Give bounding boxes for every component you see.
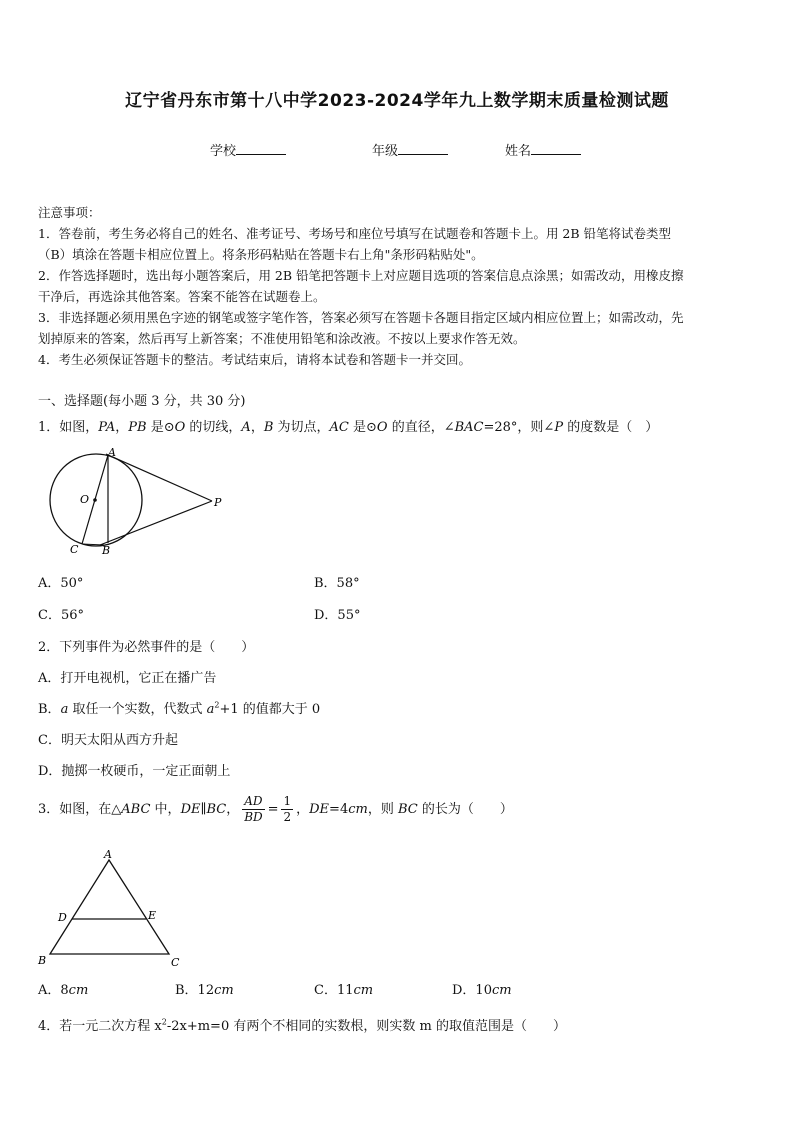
label-o: O (80, 493, 90, 506)
note-line: 4．考生必须保证答题卡的整洁。考试结束后，请将本试卷和答题卡一并交回。 (38, 352, 471, 367)
q3-option-b[interactable]: B．12cm (175, 983, 234, 998)
center-dot (93, 498, 97, 502)
notes-heading: 注意事项： (38, 205, 101, 220)
school-field[interactable]: 学校 (210, 140, 286, 159)
label-b: B (102, 544, 111, 557)
page-title: 辽宁省丹东市第十八中学2023-2024学年九上数学期末质量检测试题 (125, 91, 669, 111)
note-line: 3．非选择题必须用黑色字迹的钢笔或签字笔作答，答案必须写在答题卡各题目指定区域内相应位置上；如需改动，先 (38, 310, 684, 325)
note-line: 划掉原来的答案，然后再写上新答案；不准使用铅笔和涂改液。不按以上要求作答无效。 (38, 331, 526, 346)
name-field[interactable]: 姓名 (505, 140, 581, 159)
q3-option-c[interactable]: C．11cm (314, 983, 374, 998)
q1-option-c[interactable]: C．56° (38, 608, 84, 623)
note-line: 干净后，再选涂其他答案。答案不能答在试题卷上。 (38, 289, 326, 304)
tangent-pa (106, 454, 212, 501)
label-c: C (70, 543, 79, 556)
question-2: 2．下列事件为必然事件的是（ ） (38, 640, 255, 655)
note-line: （B）填涂在答题卡相应位置上。将条形码粘贴在答题卡右上角"条形码粘贴处"。 (38, 247, 484, 262)
q3-option-a[interactable]: A．8cm (38, 983, 89, 998)
exam-notes (38, 202, 758, 370)
label-b: B (38, 954, 47, 967)
q3-figure (34, 846, 194, 970)
q2-option-a[interactable]: A．打开电视机，它正在播广告 (38, 671, 217, 686)
note-line: 2．作答选择题时，选出每小题答案后，用 2B 铅笔把答题卡上对应题目选项的答案信息点涂黑；如需改动，用橡皮擦 (38, 268, 684, 283)
q1-figure (44, 446, 234, 558)
fraction-ad-bd: $\frac{AD}{BD}$ (244, 794, 263, 824)
q2-option-b[interactable]: B．a 取任一个实数，代数式 $a^2+1$ 的值都大于 0 (38, 700, 321, 717)
school-blank[interactable] (236, 142, 286, 155)
triangle-abc (50, 860, 169, 954)
q1-option-d[interactable]: D．55° (314, 608, 361, 623)
fraction-half: $\frac{1}{2}$ (283, 794, 292, 824)
q1-option-a[interactable]: A．50° (38, 576, 84, 591)
name-blank[interactable] (531, 142, 581, 155)
q2-option-d[interactable]: D．抛掷一枚硬币，一定正面朝上 (38, 764, 231, 779)
grade-blank[interactable] (398, 142, 448, 155)
q2-option-c[interactable]: C．明天太阳从西方升起 (38, 733, 178, 748)
label-p: P (214, 496, 222, 509)
question-1: 1．如图，PA，PB 是⊙O 的切线，A，B 为切点，AC 是⊙O 的直径，∠BAC=28°，则∠P 的度数是（ ） (38, 420, 659, 435)
q3-option-d[interactable]: D．10cm (452, 983, 512, 998)
label-a: A (108, 446, 116, 459)
label-e: E (148, 909, 157, 922)
label-d: D (58, 911, 67, 924)
note-line: 1．答卷前，考生务必将自己的姓名、准考证号、考场号和座位号填写在试题卷和答题卡上。用 2B 铅笔将试卷类型 (38, 226, 672, 241)
label-a: A (104, 848, 112, 861)
question-4: 4．若一元二次方程 $x^2-2x+m=0$ 有两个不相同的实数根，则实数 m 的取值范围是（ ） (38, 1017, 566, 1034)
label-c: C (171, 956, 180, 969)
tangent-pb (100, 501, 212, 545)
grade-field[interactable]: 年级 (372, 140, 448, 159)
question-3: 3．如图，在△ABC 中，DE∥BC， $\frac{AD}{BD}$ = $\frac{1}{2}$ ，DE=4cm，则 BC 的长为（ ） (38, 794, 513, 824)
section-heading: 一、选择题(每小题 3 分，共 30 分) (38, 394, 246, 409)
q1-option-b[interactable]: B．58° (314, 576, 360, 591)
